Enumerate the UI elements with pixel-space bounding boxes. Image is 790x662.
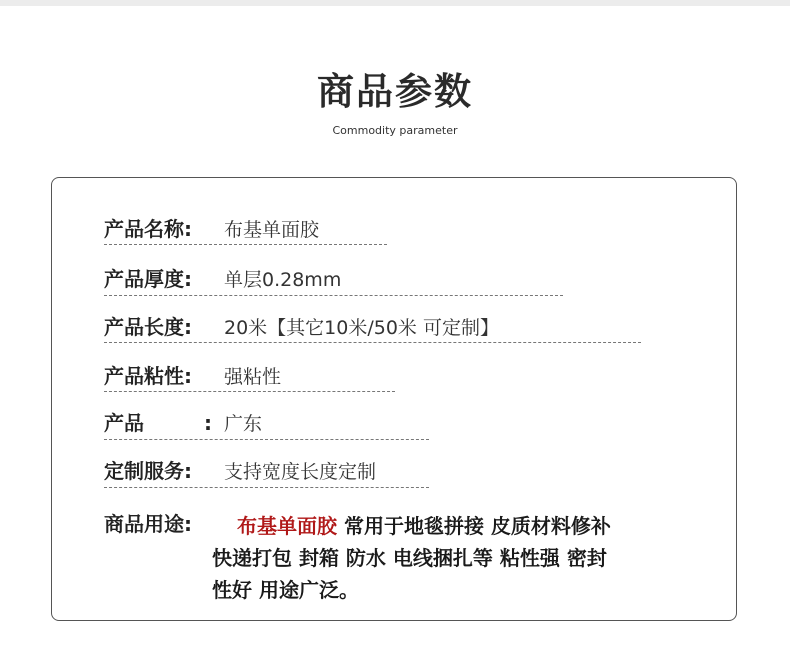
- param-row-custom: [104, 455, 376, 485]
- param-label: 定制服务:: [104, 459, 192, 483]
- param-label: 产品名称:: [104, 217, 192, 241]
- dashed-underline: [104, 439, 429, 440]
- param-value: 单层0.28mm: [224, 269, 342, 291]
- param-value: 广东: [224, 413, 263, 435]
- usage-highlight: 布基单面胶: [237, 514, 337, 538]
- param-value: 布基单面胶: [224, 219, 320, 241]
- usage-line-3: 性好 用途广泛。: [212, 578, 359, 602]
- param-row-length: [104, 311, 499, 341]
- dashed-underline: [104, 487, 429, 488]
- param-row-adhesion: [104, 360, 281, 390]
- usage-label: 商品用途:: [104, 512, 192, 536]
- usage-label-row: [104, 508, 192, 537]
- param-label: 产品粘性:: [104, 364, 192, 388]
- param-label: 产品 :: [104, 411, 212, 435]
- param-value: 20米【其它10米/50米 可定制】: [224, 317, 499, 339]
- top-divider-strip: [0, 0, 790, 6]
- dashed-underline: [104, 342, 641, 343]
- page-title: 商品参数: [317, 70, 473, 113]
- param-label: 产品厚度:: [104, 267, 192, 291]
- page-subtitle: Commodity parameter: [332, 124, 458, 137]
- usage-line-1: [212, 510, 712, 542]
- dashed-underline: [104, 295, 563, 296]
- param-row-name: [104, 213, 319, 243]
- dashed-underline: [104, 244, 387, 245]
- param-row-origin: [104, 407, 262, 437]
- param-value: 强粘性: [224, 366, 282, 388]
- dashed-underline: [104, 391, 395, 392]
- usage-line-1-text: 常用于地毯拼接 皮质材料修补: [337, 514, 611, 538]
- param-row-thickness: [104, 263, 341, 293]
- usage-line-2: 快递打包 封箱 防水 电线捆扎等 粘性强 密封: [212, 546, 607, 570]
- param-value: 支持宽度长度定制: [224, 461, 377, 483]
- usage-description: [212, 510, 712, 606]
- param-label: 产品长度:: [104, 315, 192, 339]
